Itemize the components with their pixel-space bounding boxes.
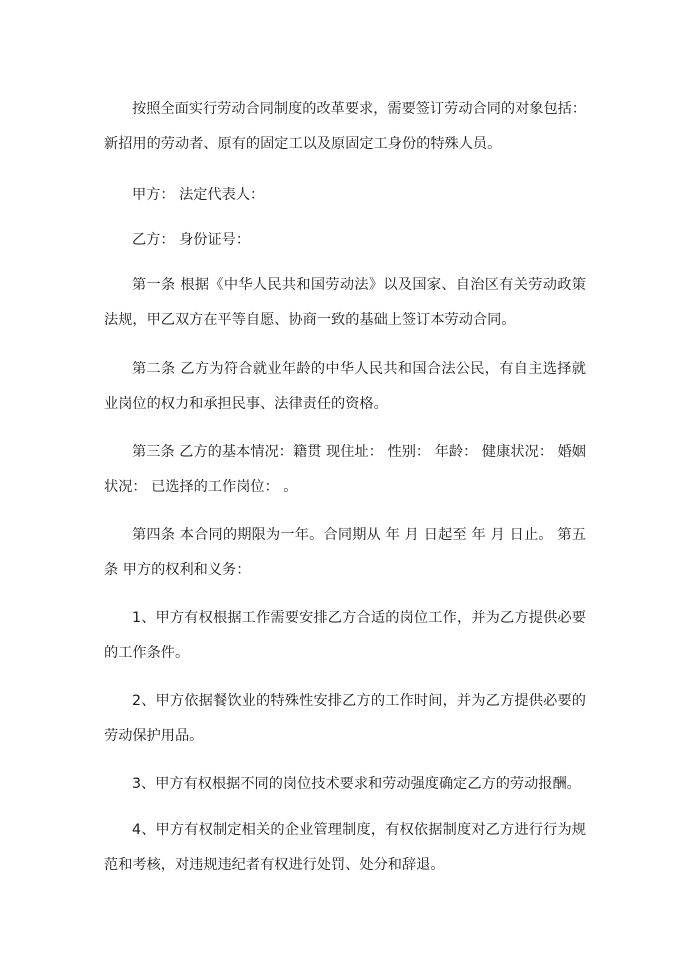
clause-2: 2、甲方依据餐饮业的特殊性安排乙方的工作时间，并为乙方提供必要的劳动保护用品。 — [104, 693, 586, 744]
article-2: 第二条 乙方为符合就业年龄的中华人民共和国合法公民，有自主选择就业岗位的权力和承担民事、法律责任的资格。 — [104, 361, 586, 412]
clause-4: 4、甲方有权制定相关的企业管理制度，有权依据制度对乙方进行行为规范和考核，对违规违纪者有权进行处罚、处分和辞退。 — [104, 822, 586, 873]
clause-1: 1、甲方有权根据工作需要安排乙方合适的岗位工作，并为乙方提供必要的工作条件。 — [104, 610, 586, 661]
party-b-line: 乙方： 身份证号： — [132, 232, 251, 248]
intro-paragraph: 按照全面实行劳动合同制度的改革要求，需要签订劳动合同的对象包括：新招用的劳动者、原有的固定工以及原固定工身份的特殊人员。 — [104, 101, 587, 152]
article-1: 第一条 根据《中华人民共和国劳动法》以及国家、自治区有关劳动政策法规，甲乙双方在平等自愿、协商一致的基础上签订本劳动合同。 — [104, 277, 586, 328]
article-3: 第三条 乙方的基本情况：籍贯 现住址： 性别： 年龄： 健康状况： 婚姻状况： 已选择的工作岗位： 。 — [104, 444, 586, 495]
clause-3: 3、甲方有权根据不同的岗位技术要求和劳动强度确定乙方的劳动报酬。 — [132, 776, 581, 792]
party-a-line: 甲方： 法定代表人： — [132, 187, 265, 203]
article-4-5: 第四条 本合同的期限为一年。合同期从 年 月 日起至 年 月 日止。 第五条 甲方的权利和义务： — [104, 527, 586, 578]
